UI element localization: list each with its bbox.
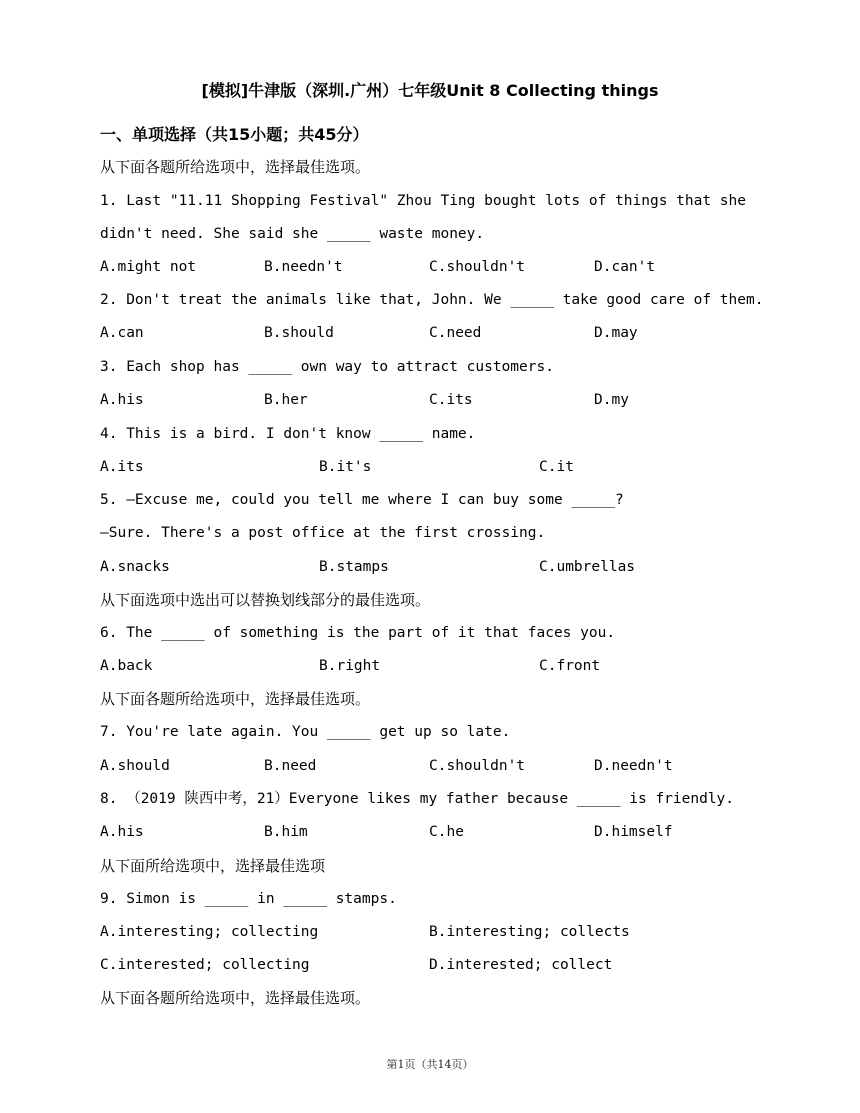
option-b: B.him (264, 824, 308, 840)
option-b: B.should (264, 325, 334, 341)
question-7-options (100, 756, 760, 776)
question-9-text: 9. Simon is _____ in _____ stamps. (100, 891, 397, 907)
option-c: C.shouldn't (429, 259, 526, 275)
option-d: D.may (594, 325, 638, 341)
option-a: A.can (100, 325, 144, 341)
question-6-text: 6. The _____ of something is the part of it that faces you. (100, 625, 616, 641)
option-b: B.needn't (264, 259, 343, 275)
question-3-text: 3. Each shop has _____ own way to attract customers. (100, 359, 554, 375)
question-6-options (100, 656, 760, 676)
instruction: 从下面各题所给选项中，选择最佳选项。 (100, 989, 371, 1007)
option-a: A.his (100, 392, 144, 408)
question-1-options (100, 257, 760, 277)
option-b: B.it's (319, 459, 372, 475)
option-d: D.needn't (594, 758, 673, 774)
option-c: C.it (539, 459, 574, 475)
option-c: C.interested; collecting (100, 957, 310, 973)
option-d: D.can't (594, 259, 656, 275)
question-4-text: 4. This is a bird. I don't know _____ name. (100, 426, 476, 442)
option-c: C.shouldn't (429, 758, 526, 774)
option-c: C.front (539, 658, 601, 674)
option-c: C.he (429, 824, 464, 840)
question-2-options (100, 323, 760, 343)
option-a: A.interesting; collecting (100, 924, 319, 940)
option-b: B.right (319, 658, 381, 674)
document-title: [模拟]牛津版（深圳.广州）七年级Unit 8 Collecting things (201, 81, 659, 100)
option-a: A.his (100, 824, 144, 840)
option-a: A.might not (100, 259, 197, 275)
question-1-text: 1. Last "11.11 Shopping Festival" Zhou Ting bought lots of things that she (100, 193, 747, 209)
option-c: C.its (429, 392, 473, 408)
question-5-text-cont: —Sure. There's a post office at the first crossing. (100, 525, 546, 541)
question-7-text: 7. You're late again. You _____ get up so late. (100, 724, 511, 740)
question-5-options (100, 557, 760, 577)
option-d: D.my (594, 392, 629, 408)
section-heading: 一、单项选择（共15小题；共45分） (100, 125, 369, 144)
question-9-options-row1 (100, 922, 760, 942)
option-a: A.should (100, 758, 170, 774)
option-a: A.snacks (100, 559, 170, 575)
option-b: B.need (264, 758, 317, 774)
option-b: B.interesting; collects (429, 924, 630, 940)
instruction: 从下面所给选项中，选择最佳选项 (100, 857, 326, 875)
option-d: D.himself (594, 824, 673, 840)
instruction: 从下面各题所给选项中，选择最佳选项。 (100, 158, 371, 176)
question-4-options (100, 457, 760, 477)
question-8-text: 8. （2019 陕西中考，21）Everyone likes my father because _____ is friendly. (100, 791, 735, 807)
question-1-text-cont: didn't need. She said she _____ waste money. (100, 226, 485, 242)
option-a: A.its (100, 459, 144, 475)
page-footer: 第1页（共14页） (386, 1058, 474, 1071)
option-c: C.umbrellas (539, 559, 636, 575)
option-b: B.stamps (319, 559, 389, 575)
option-b: B.her (264, 392, 308, 408)
option-c: C.need (429, 325, 482, 341)
question-3-options (100, 390, 760, 410)
question-2-text: 2. Don't treat the animals like that, John. We _____ take good care of them. (100, 292, 764, 308)
question-9-options-row2 (100, 955, 760, 975)
question-5-text: 5. —Excuse me, could you tell me where I can buy some _____? (100, 492, 624, 508)
option-d: D.interested; collect (429, 957, 613, 973)
question-8-options (100, 822, 760, 842)
instruction: 从下面选项中选出可以替换划线部分的最佳选项。 (100, 591, 431, 609)
instruction: 从下面各题所给选项中，选择最佳选项。 (100, 690, 371, 708)
option-a: A.back (100, 658, 153, 674)
